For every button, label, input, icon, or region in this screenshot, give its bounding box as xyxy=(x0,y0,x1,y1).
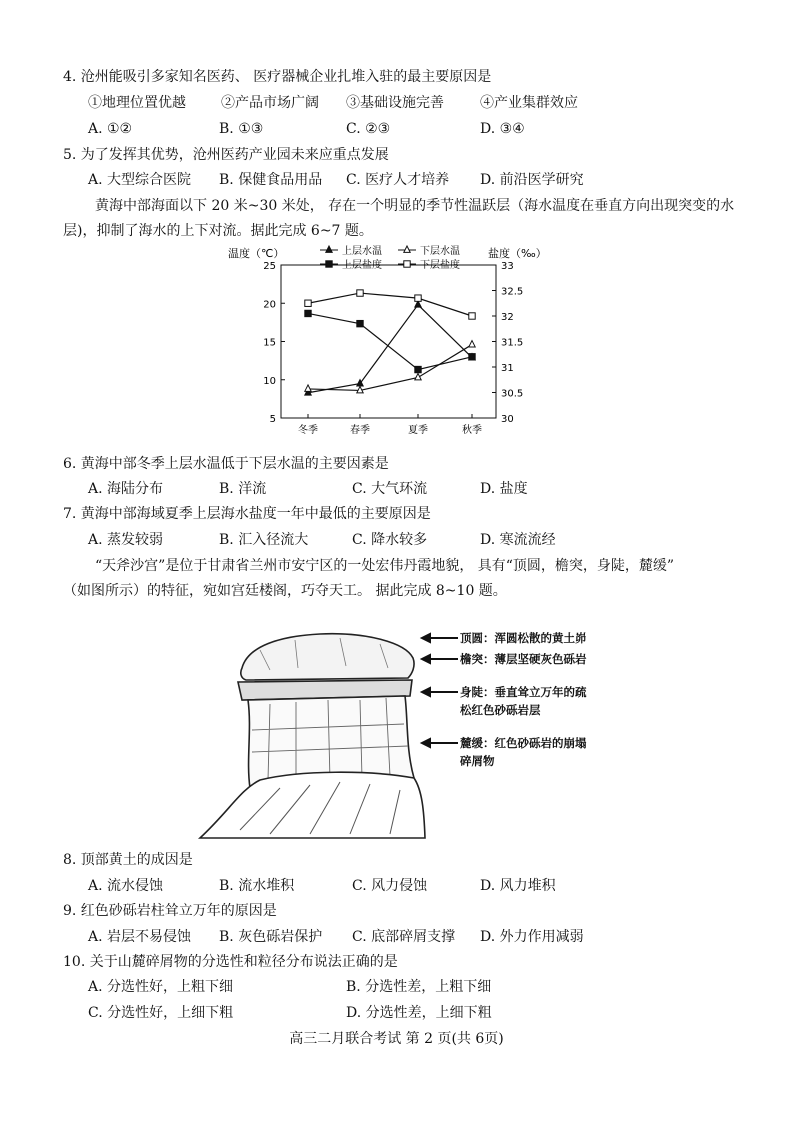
question-5-stem: 5. 为了发挥其优势，沧州医药产业园未来应重点发展 xyxy=(63,147,389,163)
series-line-2 xyxy=(308,345,472,391)
left-tick-label: 25 xyxy=(263,261,276,272)
right-tick-label: 31 xyxy=(501,363,514,374)
question-6-stem: 6. 黄海中部冬季上层水温低于下层水温的主要因素是 xyxy=(63,456,389,472)
series-line-3 xyxy=(308,313,472,369)
series-4-point xyxy=(469,313,475,319)
q9-option-b: B. 灰色砾岩保护 xyxy=(219,929,323,945)
series-4-point xyxy=(415,295,421,301)
legend-label: 上层水温 xyxy=(342,246,382,257)
left-tick-label: 20 xyxy=(263,299,276,311)
right-tick-label: 32.5 xyxy=(501,286,524,298)
x-tick-label-season: 春季 xyxy=(350,425,370,436)
x-tick-label-season: 夏季 xyxy=(408,425,428,436)
legend-label: 下层水温 xyxy=(420,246,460,257)
loess-cap-shape xyxy=(241,634,414,680)
q7-option-d: D. 寒流流经 xyxy=(480,532,556,548)
q4-option-b: B. ①③ xyxy=(219,121,264,137)
q8-option-a: A. 流水侵蚀 xyxy=(88,878,164,894)
right-tick-label: 30.5 xyxy=(501,388,524,400)
q6-option-c: C. 大气环流 xyxy=(352,481,428,497)
right-tick-label: 31.5 xyxy=(501,337,524,349)
series-2-point xyxy=(305,385,311,391)
q5-option-d: D. 前沿医学研究 xyxy=(480,172,584,188)
question-7-stem: 7. 黄海中部海域夏季上层海水盐度一年中最低的主要原因是 xyxy=(63,506,431,522)
x-tick-label-season: 秋季 xyxy=(462,425,482,436)
series-line-4 xyxy=(308,293,472,316)
series-4-point xyxy=(357,290,363,296)
q10-option-a: A. 分选性好，上粗下细 xyxy=(88,979,234,995)
series-3-point xyxy=(305,310,311,316)
q4-item-4: ④产业集群效应 xyxy=(480,95,578,111)
question-8-stem: 8. 顶部黄土的成因是 xyxy=(63,852,193,868)
question-10-stem: 10. 关于山麓碎屑物的分选性和粒径分布说法正确的是 xyxy=(63,954,398,970)
q8-option-b: B. 流水堆积 xyxy=(219,878,295,894)
danxia-landform-sketch xyxy=(200,620,425,840)
series-4-point xyxy=(305,300,311,306)
q4-item-1: ①地理位置优越 xyxy=(88,95,186,111)
right-tick-label: 32 xyxy=(501,312,514,323)
q4-item-3: ③基础设施完善 xyxy=(346,95,444,111)
series-3-point xyxy=(469,354,475,360)
q7-option-b: B. 汇入径流大 xyxy=(219,532,309,548)
q9-option-d: D. 外力作用减弱 xyxy=(480,929,584,945)
q8-option-c: C. 风力侵蚀 xyxy=(352,878,428,894)
right-tick-label: 30 xyxy=(501,414,514,425)
legend-marker xyxy=(404,261,410,267)
q5-option-c: C. 医疗人才培养 xyxy=(346,172,450,188)
q6-option-a: A. 海陆分布 xyxy=(88,481,164,497)
passage-2-line-2: （如图所示）的特征，宛如宫廷楼阁，巧夺天工。 据此完成 8~10 题。 xyxy=(63,583,507,599)
passage-1-line-2: 层)，抑制了海水的上下对流。据此完成 6~7 题。 xyxy=(63,223,373,239)
x-tick-label-season: 冬季 xyxy=(298,425,318,436)
q9-option-c: C. 底部碎屑支撑 xyxy=(352,929,456,945)
label-eave: 檐突：薄层坚硬灰色砾岩 xyxy=(460,652,587,666)
page-footer: 高三二月联合考试 第 2 页(共 6页) xyxy=(289,1031,504,1047)
plot-frame xyxy=(281,265,496,418)
q10-option-d: D. 分选性差，上细下粗 xyxy=(346,1005,492,1021)
q4-option-d: D. ③④ xyxy=(480,121,525,137)
q4-option-c: C. ②③ xyxy=(346,121,391,137)
figure-annotation-arrows xyxy=(418,628,460,758)
q6-option-d: D. 盐度 xyxy=(480,481,528,497)
label-body-line-1: 身陡：垂直耸立万年的疏 xyxy=(460,685,587,699)
q7-option-a: A. 蒸发较弱 xyxy=(88,532,164,548)
q10-option-c: C. 分选性好，上细下粗 xyxy=(88,1005,234,1021)
q5-option-a: A. 大型综合医院 xyxy=(88,172,192,188)
right-tick-label: 33 xyxy=(501,261,514,272)
q8-option-d: D. 风力堆积 xyxy=(480,878,556,894)
label-body-line-2: 松红色砂砾岩层 xyxy=(460,703,541,717)
label-foot-line-2: 碎屑物 xyxy=(460,754,495,768)
passage-2-line-1: “天斧沙宫”是位于甘肃省兰州市安宁区的一处宏伟丹霞地貌， 具有“顶圆，檐突，身陡，麓缓” xyxy=(95,558,675,574)
left-axis-label: 温度（℃） xyxy=(228,247,285,260)
legend-marker xyxy=(404,246,410,252)
q10-option-b: B. 分选性差，上粗下细 xyxy=(346,979,492,995)
label-top-round: 顶圆：浑圆松散的黄土峁 xyxy=(460,631,587,645)
left-tick-label: 10 xyxy=(263,375,276,387)
left-tick-label: 15 xyxy=(263,337,276,349)
q4-item-2: ②产品市场广阔 xyxy=(221,95,319,111)
left-tick-label: 5 xyxy=(269,414,276,425)
q5-option-b: B. 保健食品用品 xyxy=(219,172,323,188)
series-3-point xyxy=(415,366,421,372)
q4-option-a: A. ①② xyxy=(88,121,133,137)
label-foot-line-1: 麓缓：红色砂砾岩的崩塌 xyxy=(460,736,587,750)
legend-marker xyxy=(326,246,332,252)
passage-1-line-1: 黄海中部海面以下 20 米~30 米处， 存在一个明显的季节性温跃层（海水温度在垂直方向出现突变的水 xyxy=(95,198,735,214)
q9-option-a: A. 岩层不易侵蚀 xyxy=(88,929,192,945)
legend-label: 下层盐度 xyxy=(420,260,460,271)
series-3-point xyxy=(357,320,363,326)
q7-option-c: C. 降水较多 xyxy=(352,532,428,548)
legend-marker xyxy=(326,261,332,267)
legend-label: 上层盐度 xyxy=(342,260,382,271)
right-axis-label: 盐度（‰） xyxy=(488,247,547,260)
question-9-stem: 9. 红色砂砾岩柱耸立万年的原因是 xyxy=(63,903,277,919)
temperature-salinity-chart xyxy=(228,242,558,438)
q6-option-b: B. 洋流 xyxy=(219,481,267,497)
series-2-point xyxy=(469,341,475,347)
question-4-stem: 4. 沧州能吸引多家知名医药、 医疗器械企业扎堆入驻的最主要原因是 xyxy=(63,69,492,85)
